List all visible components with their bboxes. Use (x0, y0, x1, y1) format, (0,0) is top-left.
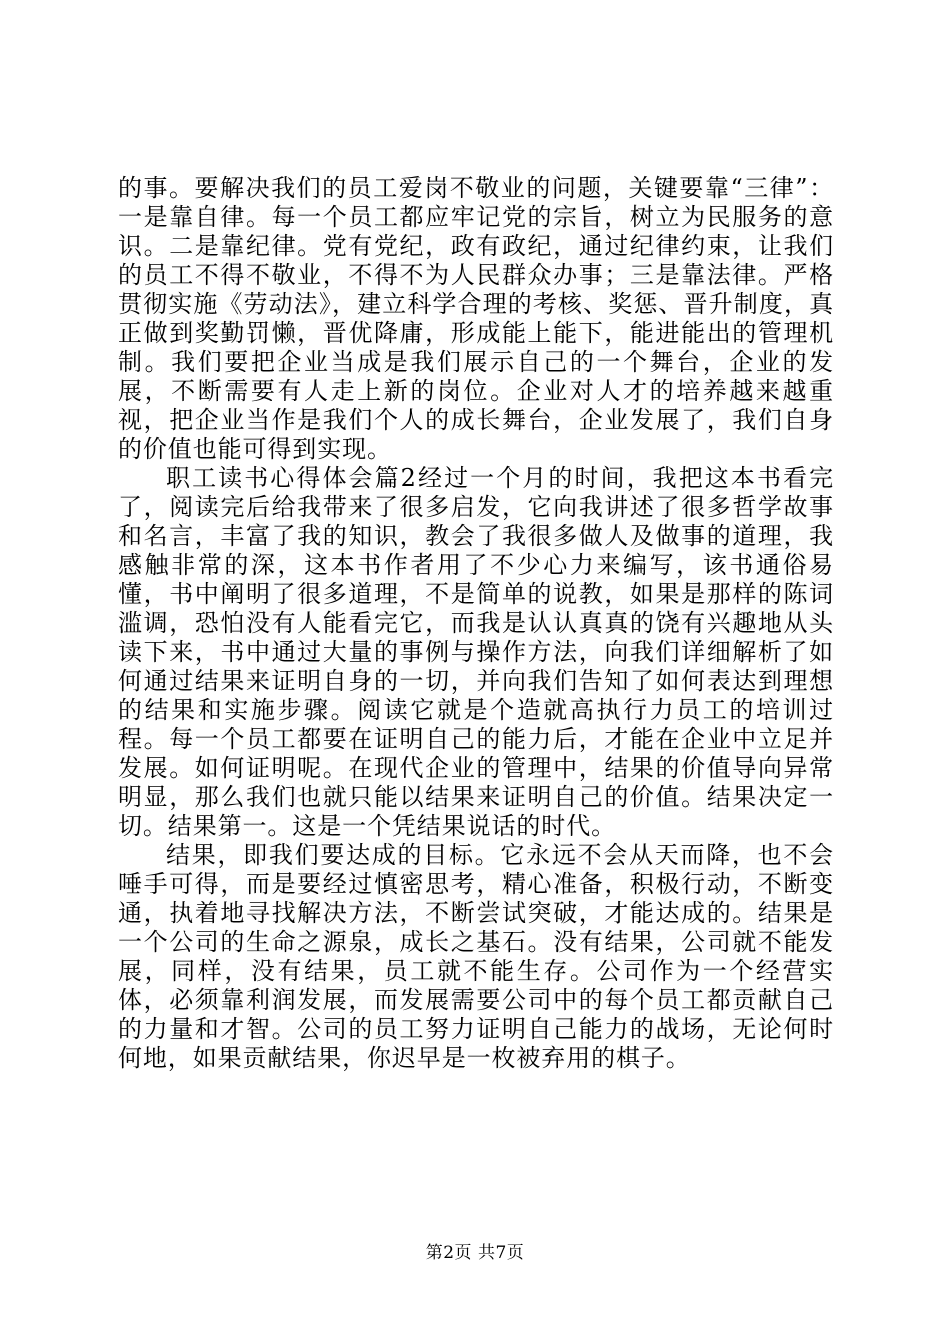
paragraph-3: 结果，即我们要达成的目标。它永远不会从天而降，也不会唾手可得，而是要经过慎密思考，精心准备，积极行动，不断变通，执着地寻找解决方法，不断尝试突破，才能达成的。结果是一个公司的生命之源泉，成长之基石。没有结果，公司就不能发展，同样，没有结果，员工就不能生存。公司作为一个经营实体，必须靠利润发展，而发展需要公司中的每个员工都贡献自己的力量和才智。公司的员工努力证明自己能力的战场，无论何时何地，如果贡献结果，你迟早是一枚被弃用的棋子。 (118, 841, 834, 1072)
paragraph-2: 职工读书心得体会篇2经过一个月的时间，我把这本书看完了，阅读完后给我带来了很多启发，它向我讲述了很多哲学故事和名言，丰富了我的知识，教会了我很多做人及做事的道理，我感触非常的深，这本书作者用了不少心力来编写，该书通俗易懂，书中阐明了很多道理，不是简单的说教，如果是那样的陈词滥调，恐怕没有人能看完它，而我是认认真真的饶有兴趣地从头读下来，书中通过大量的事例与操作方法，向我们详细解析了如何通过结果来证明自身的一切，并向我们告知了如何表达到理想的结果和实施步骤。阅读它就是个造就高执行力员工的培训过程。每一个员工都要在证明自己的能力后，才能在企业中立足并发展。如何证明呢。在现代企业的管理中，结果的价值导向异常明显，那么我们也就只能以结果来证明自己的价值。结果决定一切。结果第一。这是一个凭结果说话的时代。 (118, 464, 834, 840)
document-body (118, 174, 834, 1073)
page-footer (0, 1243, 950, 1263)
paragraph-1: 的事。要解决我们的员工爱岗不敬业的问题，关键要靠“三律”：一是靠自律。每一个员工都应牢记党的宗旨，树立为民服务的意识。二是靠纪律。党有党纪，政有政纪，通过纪律约束，让我们的员工不得不敬业，不得不为人民群众办事；三是靠法律。严格贯彻实施《劳动法》，建立科学合理的考核、奖惩、晋升制度，真正做到奖勤罚懒，晋优降庸，形成能上能下，能进能出的管理机制。我们要把企业当成是我们展示自己的一个舞台，企业的发展，不断需要有人走上新的岗位。企业对人才的培养越来越重视，把企业当作是我们个人的成长舞台，企业发展了，我们自身的价值也能可得到实现。 (118, 174, 834, 463)
page-number-indicator: 第2页 共7页 (425, 1243, 525, 1263)
